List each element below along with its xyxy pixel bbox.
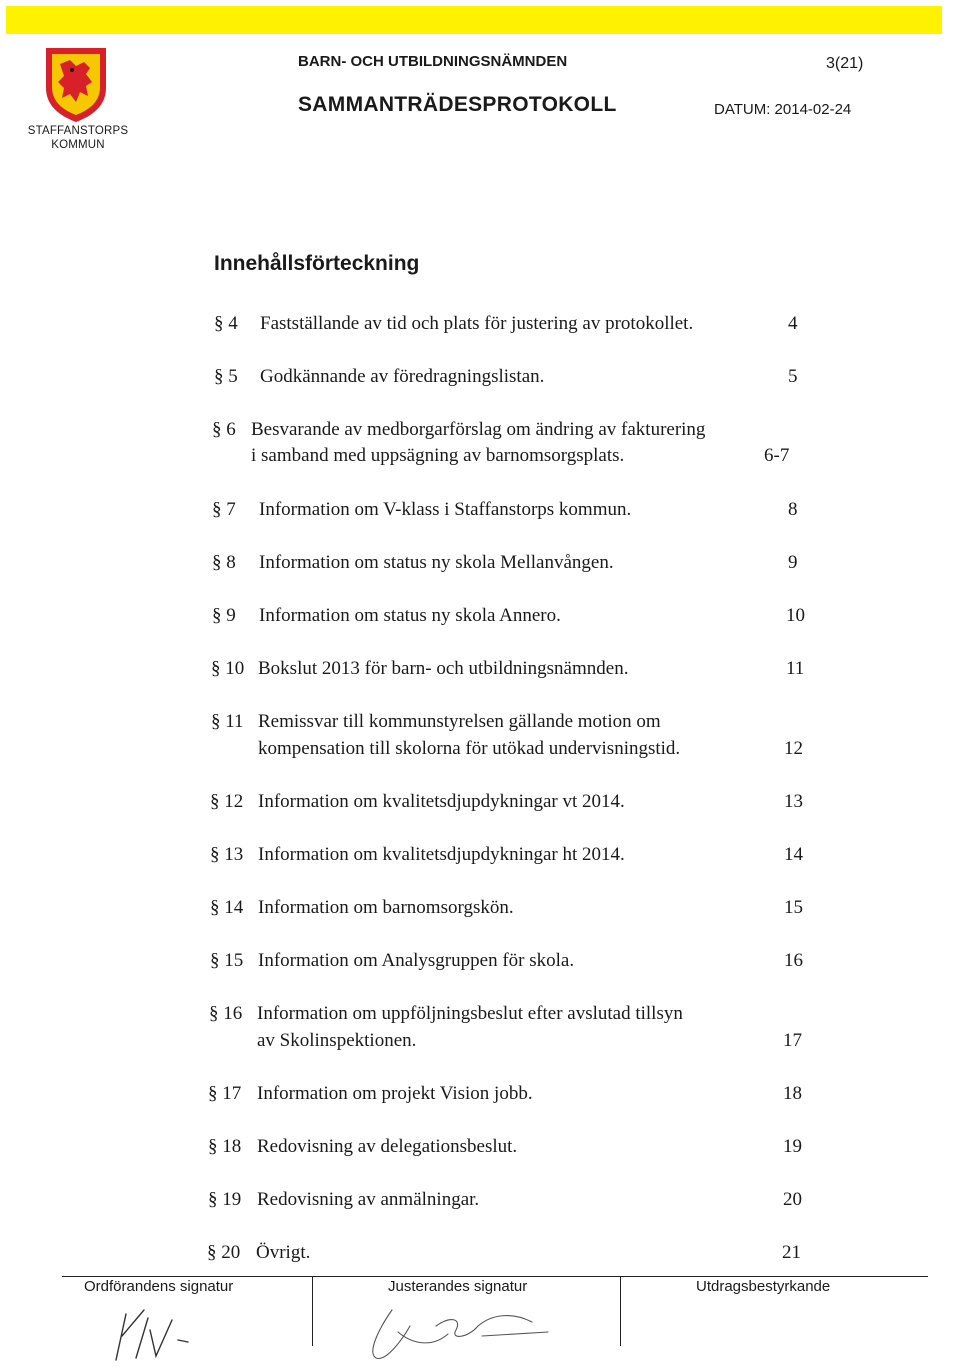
page-number: 3(21) (826, 55, 864, 72)
adjuster-handwritten-signature (352, 1296, 572, 1366)
logo-text (22, 124, 134, 152)
toc-para-number: § 7 (212, 499, 236, 520)
toc-entry (0, 550, 960, 610)
toc-para-number: § 13 (210, 844, 244, 865)
toc-entry-text: Information om Analysgruppen för skola. (258, 950, 575, 971)
toc-para-number: § 15 (210, 950, 244, 971)
extract-certification-label: Utdragsbestyrkande (696, 1278, 831, 1295)
toc-para-number: § 10 (211, 658, 245, 679)
logo-text-line1: STAFFANSTORPS (27, 125, 129, 137)
coat-of-arms-logo (36, 44, 116, 124)
toc-para-number: § 17 (208, 1083, 242, 1104)
toc-title: Innehållsförteckning (214, 252, 420, 275)
toc-entry-text: Information om barnomsorgskön. (258, 897, 514, 918)
toc-para-number: § 18 (208, 1136, 242, 1157)
toc-entry-text: Information om uppföljningsbeslut efter avslutad tillsyn (257, 1003, 683, 1024)
adjuster-signature-label: Justerandes signatur (388, 1278, 528, 1295)
toc-entry-text: Fastställande av tid och plats för justering av protokollet. (260, 313, 694, 334)
toc-para-number: § 20 (207, 1242, 241, 1263)
chair-signature-label: Ordförandens signatur (84, 1278, 234, 1295)
toc-page-ref: 10 (786, 605, 805, 626)
toc-entry-text-line2: av Skolinspektionen. (257, 1030, 417, 1051)
document-date: DATUM: 2014-02-24 (714, 101, 852, 118)
document-title: SAMMANTRÄDESPROTOKOLL (298, 93, 617, 116)
toc-entry (0, 842, 960, 902)
toc-entry (0, 1001, 960, 1061)
toc-entry-text: Besvarande av medborgarförslag om ändring av fakturering (251, 419, 706, 440)
toc-entry-text: Information om status ny skola Mellanvången. (259, 552, 614, 573)
toc-page-ref: 6-7 (764, 445, 790, 466)
toc-page-ref: 4 (788, 313, 798, 334)
toc-entry-text: Remissvar till kommunstyrelsen gällande motion om (258, 711, 661, 732)
toc-entry (0, 603, 960, 663)
chair-handwritten-signature (104, 1296, 224, 1366)
toc-entry (0, 895, 960, 955)
toc-entry (0, 311, 960, 371)
signature-column-divider (312, 1276, 313, 1346)
toc-entry (0, 364, 960, 424)
toc-page-ref: 15 (784, 897, 803, 918)
toc-para-number: § 8 (212, 552, 236, 573)
toc-para-number: § 19 (208, 1189, 242, 1210)
toc-page-ref: 19 (783, 1136, 802, 1157)
toc-para-number: § 11 (211, 711, 244, 732)
logo-text-line2: KOMMUN (51, 139, 105, 151)
toc-entry (0, 656, 960, 716)
toc-entry-text: Information om status ny skola Annero. (259, 605, 561, 626)
toc-entry-text: Redovisning av delegationsbeslut. (257, 1136, 518, 1157)
toc-page-ref: 16 (784, 950, 803, 971)
signature-divider (62, 1276, 928, 1277)
toc-para-number: § 5 (214, 366, 238, 387)
toc-entry (0, 709, 960, 769)
toc-para-number: § 16 (209, 1003, 243, 1024)
toc-entry-text: Övrigt. (256, 1242, 311, 1263)
yellow-top-bar (6, 6, 942, 34)
toc-para-number: § 4 (214, 313, 238, 334)
toc-para-number: § 9 (212, 605, 236, 626)
toc-entry-text: Godkännande av föredragningslistan. (260, 366, 545, 387)
signature-block (0, 1276, 960, 1367)
toc-entry-text-line2: kompensation till skolorna för utökad undervisningstid. (258, 738, 681, 759)
toc-page-ref: 8 (788, 499, 798, 520)
toc-entry (0, 948, 960, 1008)
toc-page-ref: 14 (784, 844, 803, 865)
toc-page-ref: 20 (783, 1189, 802, 1210)
toc-entry (0, 1187, 960, 1247)
toc-entry-text: Information om kvalitetsdjupdykningar ht 2014. (258, 844, 625, 865)
toc-entry (0, 1134, 960, 1194)
toc-entry-text: Redovisning av anmälningar. (257, 1189, 480, 1210)
toc-entry-text: Information om V-klass i Staffanstorps kommun. (259, 499, 632, 520)
toc-page-ref: 17 (783, 1030, 802, 1051)
toc-page-ref: 5 (788, 366, 798, 387)
toc-page-ref: 13 (784, 791, 803, 812)
toc-page-ref: 12 (784, 738, 803, 759)
toc-page-ref: 18 (783, 1083, 802, 1104)
toc-para-number: § 6 (212, 419, 236, 440)
toc-entry (0, 789, 960, 849)
toc-entry-text-line2: i samband med uppsägning av barnomsorgsplats. (251, 445, 625, 466)
toc-entry (0, 497, 960, 557)
toc-para-number: § 12 (210, 791, 244, 812)
toc-entry (0, 417, 960, 477)
toc-entry-text: Information om kvalitetsdjupdykningar vt 2014. (258, 791, 625, 812)
signature-column-divider (620, 1276, 621, 1346)
toc-entry-text: Bokslut 2013 för barn- och utbildningsnämnden. (258, 658, 629, 679)
toc-page-ref: 11 (786, 658, 805, 679)
toc-page-ref: 21 (782, 1242, 801, 1263)
toc-entry-text: Information om projekt Vision jobb. (257, 1083, 533, 1104)
toc-para-number: § 14 (210, 897, 244, 918)
toc-entry (0, 1081, 960, 1141)
toc-page-ref: 9 (788, 552, 798, 573)
organization-name: BARN- OCH UTBILDNINGSNÄMNDEN (298, 53, 568, 70)
